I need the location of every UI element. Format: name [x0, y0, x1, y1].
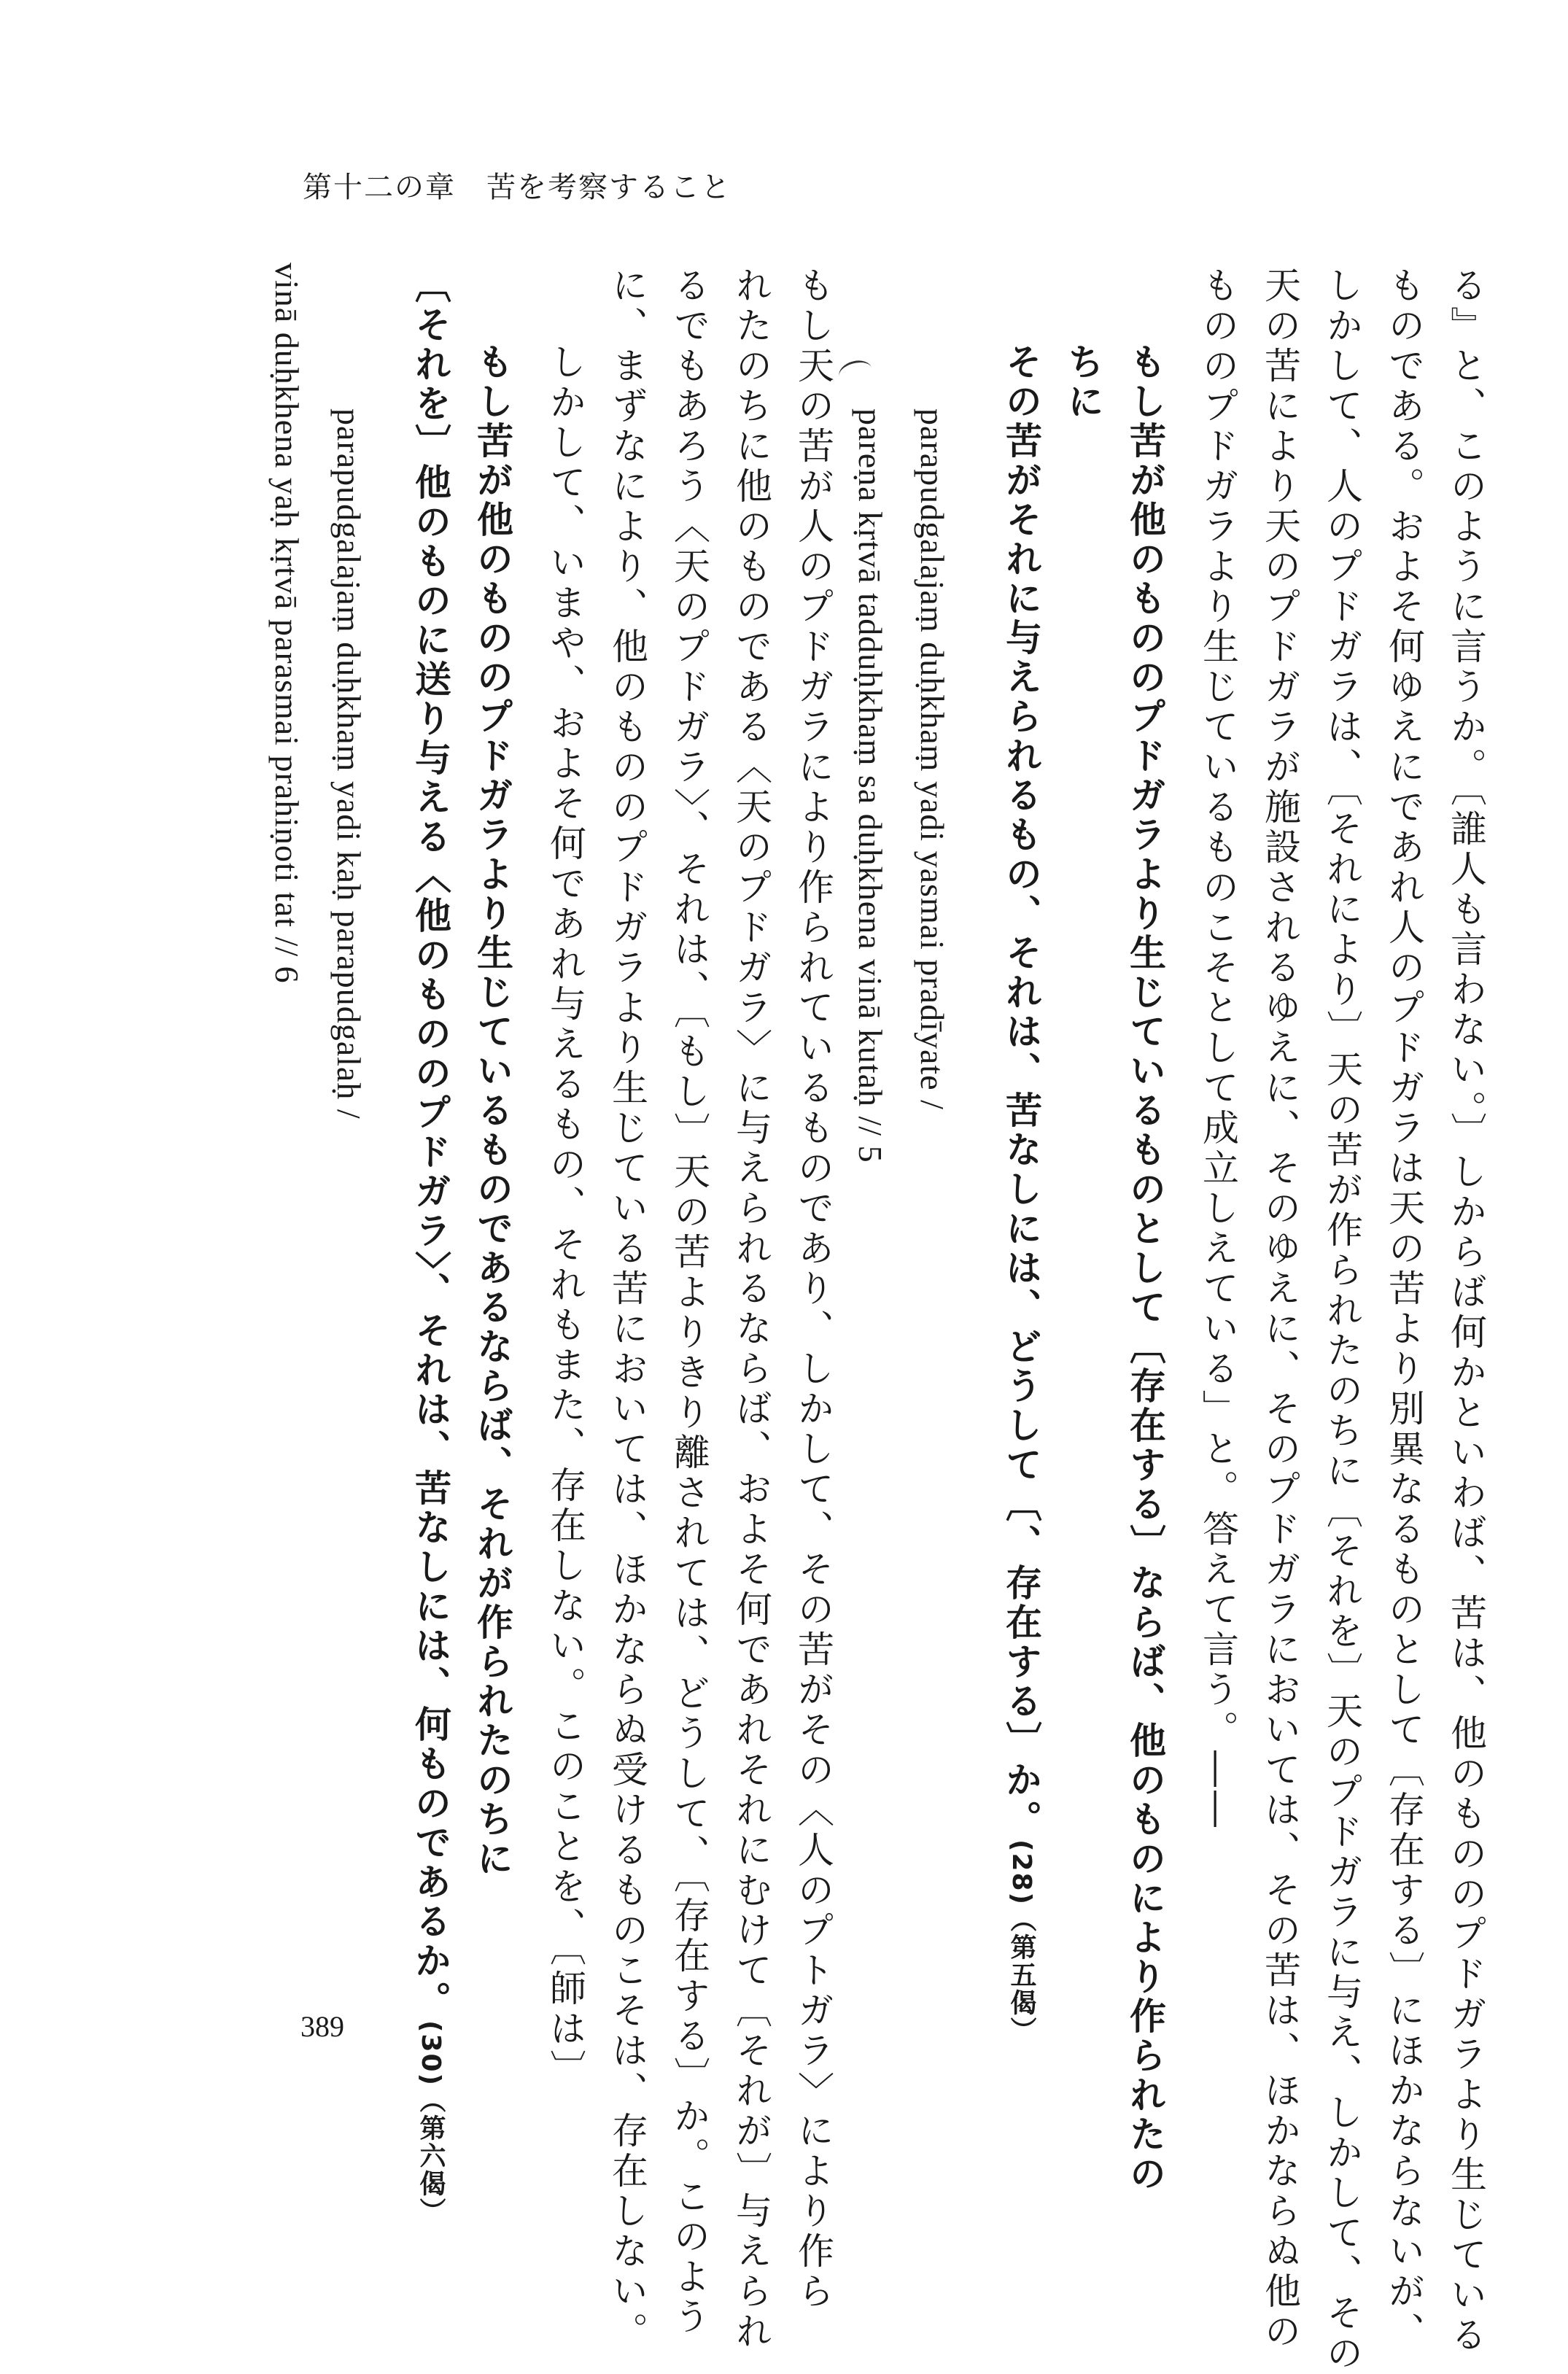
verse-note: (30)（第六偈）	[416, 2020, 446, 2226]
text-column	[544, 343, 586, 2090]
text-column	[409, 266, 451, 2226]
margin-mark	[837, 357, 874, 388]
text-column	[1383, 266, 1425, 2352]
column-text: parapudgalajaṃ duḥkhaṃ yadi kaḥ parapudgalaḥ /	[330, 408, 368, 1120]
column-text: ちに	[1062, 343, 1104, 422]
text-column	[730, 266, 772, 2352]
column-text: parapudgalajaṃ duḥkhaṃ yadi yasmai pradīyate /	[914, 408, 951, 1110]
text-column	[1062, 343, 1104, 422]
text-column	[471, 343, 513, 1879]
column-text: もし天の苦が人のプドガラにより作られているものであり、しかして、その苦がその〈人のプトガラ〉により作ら	[792, 266, 834, 2312]
text-column	[668, 266, 710, 2338]
column-text: もののプドガラより生じているものこそとして成立しえている」と。答えて言う。――	[1197, 266, 1239, 1831]
column-text: に、まずなにより、他のもののプドガラより生じている苦においては、ほかならぬ受けるものこそは、存在しない。	[606, 266, 648, 2352]
column-text: るでもあろう〈天のプドガラ〉、それは、〔もし〕天の苦よりきり離されては、どうして、〔存在する〕か。このよう	[668, 266, 710, 2338]
column-text: る』と、このように言うか。〔誰人も言わない。〕しからば何かといわば、苦は、他のもののプドガラより生じている	[1445, 266, 1487, 2356]
column-text: もし苦が他のもののプドガラより生じているものとして〔存在する〕ならば、他のものにより作られたの	[1124, 343, 1166, 2194]
text-column	[915, 408, 949, 1110]
column-text: もし苦が他のもののプドガラより生じているものであるならば、それが作られたのちに	[471, 343, 513, 1879]
text-column	[268, 263, 306, 984]
column-text: pareṇa kṛtvā tadduḥkhaṃ sa duḥkhena vinā kutaḥ // 5	[852, 408, 889, 1163]
text-column	[1000, 343, 1042, 2045]
column-text: その苦がそれに与えられるもの、それは、苦なしには、どうして〔、存在する〕か。	[1000, 343, 1042, 1839]
column-text: 〔それを〕他のものに送り与える〈他のもののプドガラ〉、それは、苦なしには、何ものであるか。	[409, 266, 451, 2020]
column-text: ものである。およそ何ゆえにであれ人のプドガラは天の苦より別異なるものとして〔存在する〕にほかならないが、	[1383, 266, 1425, 2352]
text-column	[1197, 266, 1239, 1831]
running-header: 第十二の章 苦を考察すること	[303, 171, 731, 204]
text-column	[1321, 266, 1363, 2374]
text-column	[330, 408, 368, 1120]
text-column	[792, 266, 834, 2312]
column-text: 天の苦により天のプドガラが施設されるゆえに、そのゆえに、そのプドガラにおいては、その苦は、ほかならぬ他の	[1259, 266, 1301, 2352]
text-column	[1124, 343, 1166, 2194]
text-column	[1445, 266, 1487, 2356]
column-text: vinā duḥkhena yaḥ kṛtvā parasmai prahiṇoti tat // 6	[268, 263, 306, 984]
text-column	[1259, 266, 1301, 2352]
verse-note: (28)（第五偈）	[1006, 1839, 1036, 2045]
column-text: しかして、人のプドガラは、〔それにより〕天の苦が作られたのちに〔それを〕天のプドガラに与え、しかして、その	[1321, 266, 1363, 2374]
text-column	[853, 408, 887, 1163]
text-column	[606, 266, 648, 2352]
page-number: 389	[300, 2010, 344, 2043]
column-text: れたのちに他のものである〈天のプドガラ〉に与えられるならば、およそ何であれそれにむけて〔それが〕与えられ	[730, 266, 772, 2352]
column-text: しかして、いまや、およそ何であれ与えるもの、それもまた、存在しない。このことを、〔師は〕	[544, 343, 586, 2090]
